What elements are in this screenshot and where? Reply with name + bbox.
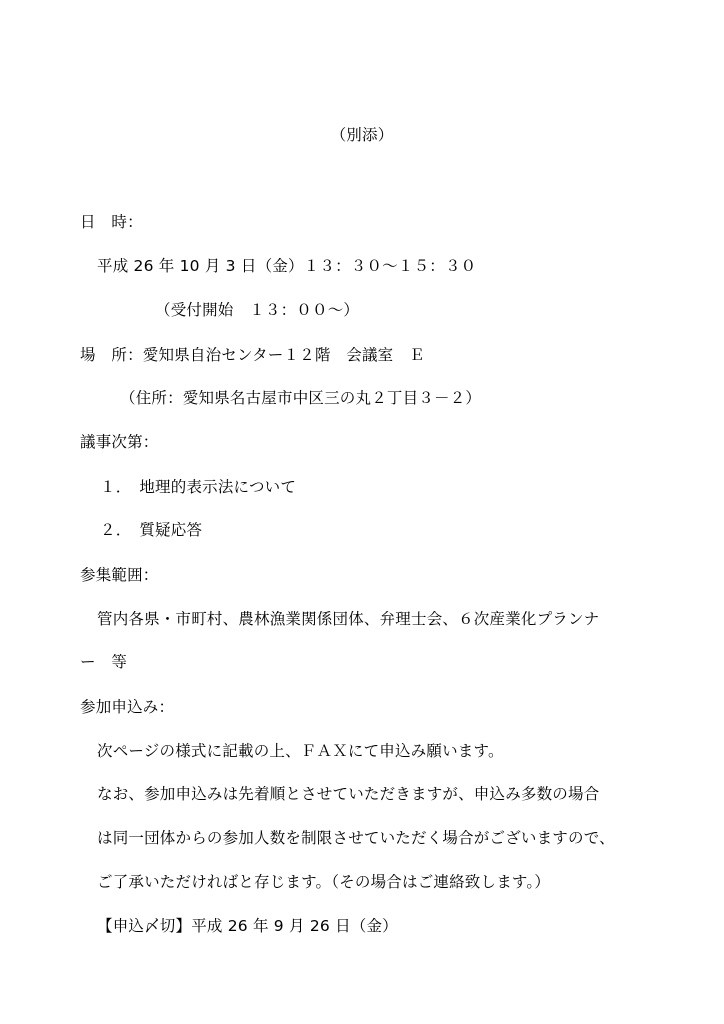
application-text: は同一団体からの参加人数を制限させていただく場合がございますので、 <box>97 829 615 847</box>
venue-line: 場 所：愛知県自治センター１２階 会議室 Ｅ <box>80 346 425 364</box>
application-text: ご了承いただければと存じます。（その場合はご連絡致します。） <box>97 873 551 891</box>
venue-address: （住所：愛知県名古屋市中区三の丸２丁目３－２） <box>120 389 482 407</box>
application-deadline: 【申込〆切】平成 26 年 9 月 26 日（金） <box>97 917 398 935</box>
datetime-heading: 日 時： <box>80 213 143 231</box>
datetime-value: 平成 26 年 10 月 3 日（金）１３：３０～１５：３０ <box>97 257 477 275</box>
participants-line: 管内各県・市町村、農林漁業関係団体、弁理士会、６次産業化プランナ <box>97 610 600 628</box>
attachment-label: （別添） <box>330 126 394 144</box>
agenda-item: ２． 質疑応答 <box>100 521 203 539</box>
participants-heading: 参集範囲： <box>80 566 159 584</box>
participants-line: ー 等 <box>80 653 128 671</box>
application-heading: 参加申込み： <box>80 698 175 716</box>
reception-start: （受付開始 １３：００～） <box>155 301 360 319</box>
agenda-heading: 議事次第： <box>80 433 159 451</box>
agenda-item: １． 地理的表示法について <box>100 478 297 496</box>
application-text: 次ページの様式に記載の上、ＦＡＸにて申込み願います。 <box>97 742 504 760</box>
application-text: なお、参加申込みは先着順とさせていただきますが、申込み多数の場合 <box>97 785 600 803</box>
